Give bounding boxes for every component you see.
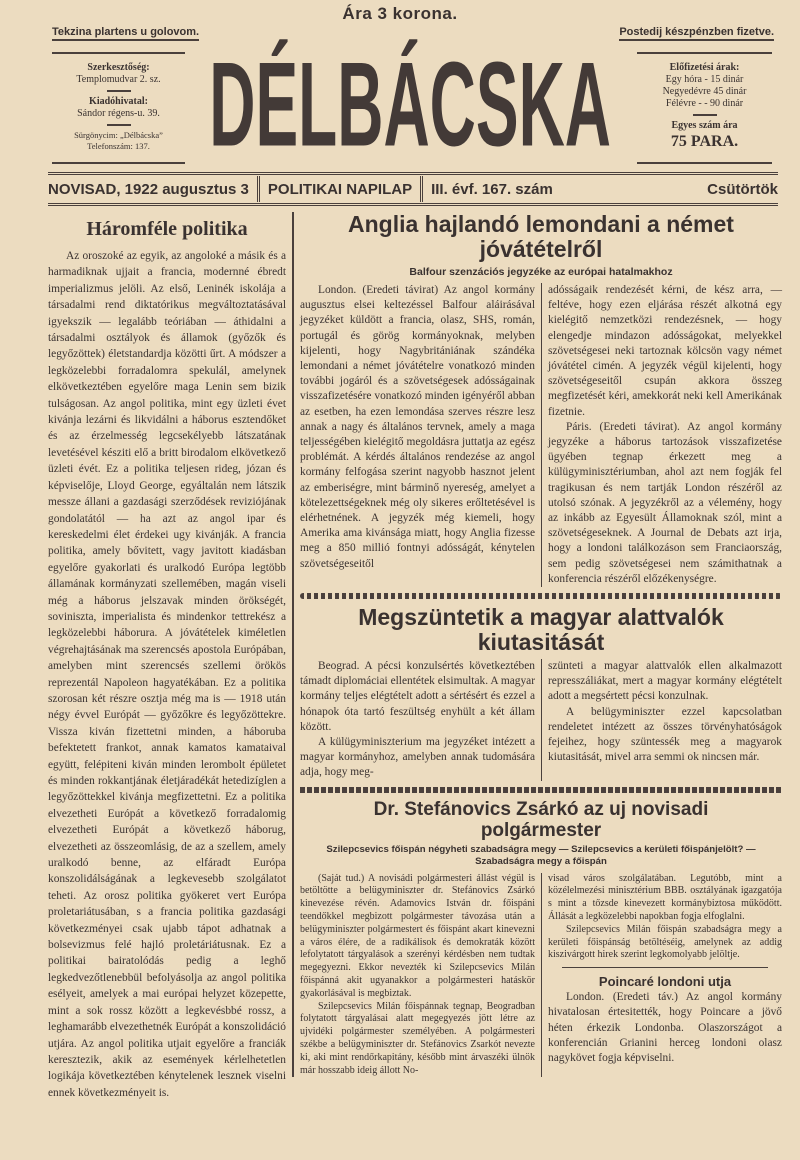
- subscription-box: [637, 52, 772, 164]
- phone-number: Telefonszám: 137.: [87, 141, 150, 151]
- article3: [300, 799, 782, 1078]
- rate-month: Egy hóra - 15 dinár: [665, 74, 744, 85]
- left-article-body: [48, 248, 286, 1101]
- article2-col2: [541, 659, 782, 781]
- article1-subtitle: Balfour szenzációs jegyzéke az európai hatalmakhoz: [409, 266, 673, 278]
- article3-col2-and-article4: [541, 873, 782, 1078]
- article2-title: Megszüntetik a magyar alattvalók kiutasitását: [358, 604, 724, 656]
- article3-title: Dr. Stefánovics Zsárkó az uj novisadi polgármester: [373, 798, 709, 841]
- article1-title: Anglia hajlandó lemondani a német jóvátételről: [348, 211, 734, 262]
- place-date: NOVISAD, 1922 augusztus 3: [48, 180, 249, 198]
- article2-paragraph: Beograd. A pécsi konzulsértés következtében támadt diplomáciai ellentétek elsimultak. A magyar kormány teljes elégtételt adott a sértésért és ezzel a hónapok óta tartó feszültség enyhült a két állam között.: [300, 660, 535, 733]
- article1-paragraph: adósságaik rendezését kérni, de kész arra, — feltéve, hogy ezen eljárása részét alkotná egy kielégitő nemzetközi rendezésnek, — hogy elengedje mindazon adósságokat, melyekkel szövetségesei neki tartoznak kölcsön vagy német jóvátétel cimén. A jegyzék végül kijelenti, hogy szövetségeseitől csupán akkora összeg megfizetését kéri, amekkorát neki kell Amerikának fizetnie.: [548, 284, 782, 418]
- top-left-note: Tekzina plartens u golovom.: [52, 26, 199, 41]
- editorial-box: [52, 52, 185, 164]
- issue-number: III. évf. 167. szám: [431, 180, 553, 198]
- right-area: [292, 212, 782, 1077]
- rate-half-year: Félévre - - 90 dinár: [665, 98, 744, 109]
- article1: [300, 212, 782, 587]
- article4-title: Poincaré londoni utja: [598, 974, 732, 990]
- article2-paragraph: A külügyminiszterium ma jegyzéket intézett a magyar kormányhoz, amelyben annak tudomására adja, hogy meg-: [300, 736, 535, 779]
- article3-paragraph: Szilepcsevics Milán főispán szabadságra megy a kerületi főispánság betöltéséig, amelynek az addig kiszivárgott hirek szerint legkomolyabb jelöltje.: [548, 923, 782, 961]
- weekday: Csütörtök: [707, 180, 778, 198]
- article3-paragraph: visad város szolgálatában. Legutóbb, mint a közélelmezési minisztérium BBB. osztályának igazgatója s mint a tőzsde kinevezett kormánybiztosa működött. Állását a legközelebbi napokban fogja elfoglalni.: [548, 872, 782, 923]
- masthead-logo: DÉLBÁCSKA: [209, 37, 611, 171]
- dotted-separator: [300, 593, 782, 599]
- article2-paragraph: szünteti a magyar alattvalók ellen alkalmazott represszáliákat, mert a magyar kormány elégtételt adott a megsértett pécsi konzulnak.: [548, 660, 782, 703]
- single-copy-price: 75 PARA.: [670, 133, 739, 150]
- article4-paragraph: London. (Eredeti táv.) Az angol kormány hivatalosan értesitették, hogy Poincare a jövő héten érkezik Londonba. Olaszországot a konferencián Grianini herceg londoni olasz nagykövet fogja képviselni.: [548, 991, 782, 1065]
- left-article-paragraph: Az oroszoké az egyik, az angoloké a másik és a harmadiknak ujjait a francia, modernné ébredt imperializmus jelöli. Az első, Leninék iskolája a társadalmi rend diktatórikus megváltoztatásával igyekszik — legalább teóriában — áthidalni a társadalmi osztályok és államok (győzők és legyőzöttek) életstandardja közötti űrt. A módszer a legközelebbi forradalomra spekulál, amelynek elkövetkeztében egyelőre maga Lenin sem bizik tulságosan. Az angol politika, mint egy üzleti évet kivánja lezárni és likvidálni a háborus esztendőket és az érzelmesség legcsekélyebb látszatának levetésével késziti elő a britt birodalom elkövetkező üzleti évét. Ez a politika teljesen rideg, józan és képviselője, Lloyd George, egyáltalán nem látszik messze állani a gazdasági szerződések reviziójának gondolatától — ha azt az angol ipar és kereskedelmi élet érdekei ugy kivánják. A francia politika, amely bővitett, vagy javitott kiadásban egyelőre gyakorlati és uralkodó Európa legtöbb államának kormányzati szellemében, magán viseli még a háborus jelszavak minden örökségét, soviniszta, imperialista és mindenkor tettrekész a legközelebbi háborura. A jóvátételek kiméletlen végrehajtásának ma szerencsés apostola Európában, amelyben mint szerencsés szellemi örökös reprezentál Napoleon hagyatékában. Ez a politika szorosan két részre osztja még ma is — 1918 után négy évvel Európát — győzőkre és legyőzöttekre. Vissza kiván fizettetni minden, a háboruba befektetett frankot, annak kamatos kamataival együtt, felépiteni kiván minden lerombolt épületet és minden rokkantjának életjáradékát hetedizíglen a legyőzöttekkel kivánja megfizettetni. Ez a politika elvezetheti Európát a következő forradalomig elvezetheti Európát a következő háborug, elvezetheti az összeomlásig, de az a szellem, amely uralkodó benne, az elfáradt Európa konszolidálságának a legkevesebb szolgálatot teheti. Az orosz politika gyökeret vert Európa proletariátusában, s a francia politika gazdasági következményei csak ujabb tápot adhatnak a bolsevizmus felé hajló proletáriátusnak. Ez a politikai bairatolódás pedig a leghő legkedvezőtlenebbül befolyásolja az angol politika esélyeit, amelyek a mai európai helyzet közepette, mint a sok rossz között a legkevésbbé rossz, a leghamarább elvezethetnék Európát a konszolidáció utjára. Az angol politika utjait egyelőre a franciák keresztezik, akik az események kérlelhetetlen logikája következtében kénytelenek lesznek viselni ennek következményeit is.: [48, 250, 286, 1099]
- publisher-address: Sándor régens-u. 39.: [77, 108, 160, 119]
- dotted-separator: [300, 787, 782, 793]
- article1-paragraph: London. (Eredeti távirat) Az angol kormány augusztus elsei keltezéssel Balfour aláirásával jegyzéket küldött a francia, olasz, SHS, román, portugál és görög kormányoknak, melyben kijelenti, hogy Nagybritániának szándéka lemondani a német jóvátételre vonatkozó minden további jogáról és a szövetségesek adósságainak visszafizetésére vonatkozó minden igényéről abban az esetben, ha ezen lemondása szerves részre lesz annak a nagy és általános tervnek, amely a maga teljességében kielégitő megoldásra juttatja az egész problémát. A kérdés általános rendezése az angol kormány felfogása szerint nagyobb hasznot jelent az emberiségre, mint bárminő nyereség, amelyet a kötelezettségeknek még oly sikeres erőltetésével is elérhetnének. A jegyzék még kiemeli, hogy Amerika ama kivánsága miatt, hogy Anglia fizesse meg a 850 millió fontnyi adósságát, kénytelen szövetségeseitől: [300, 284, 535, 570]
- divider: [562, 967, 768, 968]
- paper-type: POLITIKAI NAPILAP: [267, 180, 413, 198]
- editorial-address: Templomudvar 2. sz.: [76, 74, 161, 85]
- article1-paragraph: Páris. (Eredeti távirat). Az angol kormány jegyzéke a háborus tartozások visszafizetése ügyében tegnap érkezett meg a külügyminisztériumban, ahol azt nem fogják fel tragikusan és nem tartják London részéről az utolsó szónak. A jegyzékről az a vélemény, hogy az inkább az Egyesült Államoknak szól, mint a szövetségeseknek. A Journal de Debats azt irja, hogy a londoni találkozáson sem Franciaország, sem pedig szövetségesei nem számithatnak a konferencia részéről előzékenységre.: [548, 420, 782, 585]
- article3-paragraph: Szilepcsevics Milán főispánnak tegnap, Beogradban folytatott tárgyalásai alatt megegyezés jött létre az ujvidéki polgármester személyében. A polgármesteri székbe a belügyminiszter dr. Stefánovics Zsarkót nevezte ki, aki mint rendőrkapitány, később mint árvaszéki ülnök már hosszabb ideig állott No-: [300, 1000, 535, 1076]
- left-article: [48, 216, 286, 1101]
- article2: [300, 605, 782, 781]
- price-line: Ára 3 korona.: [342, 4, 458, 23]
- left-article-title: Háromféle politika: [86, 218, 248, 240]
- telegram-address: Sürgönycim: „Délbácska”: [74, 130, 163, 140]
- editorial-label: Szerkesztőség:: [87, 62, 150, 73]
- article3-paragraph: (Saját tud.) A novisádi polgármesteri állást végül is betöltötte a belügyminiszter dr. Stefánovics Zsárkó kinevezése révén. Adamovics István dr. főispáni teendőkkel megbizott polgármester távozása után a belügyminiszter polgármestert és főispánt akart kinevezni a város élére, de a radikálisok és demokraták között lefolytatott tárgyalások a szerényi kérdésben nem tudtak megegyezni. Ekkor nevezték ki Szilepcsevics Milán főispánná akit ugyanakkor a polgármesteri hatáskör gyakorlásával is megbiztak.: [300, 872, 535, 999]
- article4-body: [548, 990, 782, 1066]
- rate-quarter: Negyedévre 45 dinár: [662, 86, 747, 97]
- article2-paragraph: A belügyminiszter ezzel kapcsolatban rendeletet intézett az összes törvényhatóságok fejeihez, hogy szüntessék meg a magyarok kiutasitását, mivel arra semmi ok nincsen már.: [548, 705, 782, 764]
- article3-subtitle: Szilepcsevics főispán négyheti szabadságra megy — Szilepcsevics a kerületi főispánjelölt? — Szabadságra megy a főispán: [326, 843, 756, 868]
- top-right-note: Postedij készpénzben fizetve.: [619, 26, 774, 41]
- article3-col2: [548, 873, 782, 963]
- single-copy-label: Egyes szám ára: [671, 120, 738, 131]
- subscription-title: Előfizetési árak:: [669, 62, 740, 73]
- article2-col1: [300, 659, 541, 781]
- dateline-bar: [48, 172, 778, 206]
- article3-col1: [300, 873, 541, 1078]
- article1-col1: [300, 283, 541, 587]
- article1-col2: [541, 283, 782, 587]
- publisher-label: Kiadóhivatal:: [89, 96, 148, 107]
- masthead: [195, 37, 625, 171]
